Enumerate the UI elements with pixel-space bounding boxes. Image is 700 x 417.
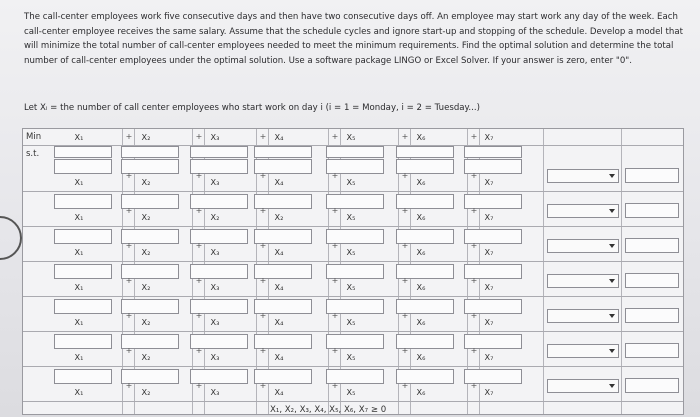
plus-sign: + — [401, 311, 409, 320]
plus-sign: + — [125, 346, 133, 355]
constraint-var-label: X₂ — [141, 282, 151, 292]
row-divider — [23, 226, 683, 227]
constraint-var-label: X₆ — [416, 387, 426, 397]
constraint-var-label: X₁ — [74, 212, 84, 222]
constraint-var-label: X₄ — [274, 387, 284, 397]
constraint-var-label: X₂ — [141, 387, 151, 397]
constraint-var-label: X₂ — [141, 247, 151, 257]
constraint-var-label: X₁ — [74, 177, 84, 187]
plus-sign: + — [470, 171, 478, 180]
chevron-down-icon — [609, 314, 615, 318]
constraint-var-label: X₇ — [484, 282, 494, 292]
objective-var-label: X₇ — [484, 132, 494, 142]
plus-sign: + — [331, 311, 339, 320]
plus-sign: + — [195, 346, 203, 355]
constraint-var-label: X₇ — [484, 177, 494, 187]
constraint-var-label: X₆ — [416, 212, 426, 222]
plus-sign: + — [259, 276, 267, 285]
plus-sign: + — [125, 311, 133, 320]
chevron-down-icon — [609, 209, 615, 213]
plus-sign: + — [331, 346, 339, 355]
objective-var-label: X₁ — [74, 132, 84, 142]
constraint-var-label: X₅ — [346, 317, 356, 327]
rhs-input[interactable] — [625, 308, 679, 323]
rhs-input[interactable] — [625, 273, 679, 288]
constraint-var-label: X₄ — [274, 177, 284, 187]
row-divider — [23, 261, 683, 262]
objective-var-label: X₅ — [346, 132, 356, 142]
constraint-var-label: X₂ — [141, 317, 151, 327]
constraint-var-label: X₃ — [210, 177, 220, 187]
objective-coefficient-input[interactable] — [54, 146, 112, 158]
plus-sign: + — [195, 206, 203, 215]
objective-coefficient-input[interactable] — [396, 146, 454, 158]
rhs-input[interactable] — [625, 378, 679, 393]
plus-sign: + — [125, 381, 133, 390]
row-divider — [23, 331, 683, 332]
plus-sign: + — [331, 206, 339, 215]
constraint-var-label: X₇ — [484, 212, 494, 222]
plus-sign: + — [125, 132, 133, 141]
constraint-var-label: X₅ — [346, 247, 356, 257]
plus-sign: + — [470, 241, 478, 250]
plus-sign: + — [195, 381, 203, 390]
objective-coefficient-input[interactable] — [464, 146, 522, 158]
constraint-var-label: X₇ — [484, 317, 494, 327]
constraint-var-label: X₇ — [484, 352, 494, 362]
column-divider — [543, 129, 544, 414]
constraint-var-label: X₅ — [346, 177, 356, 187]
plus-sign: + — [331, 132, 339, 141]
plus-sign: + — [259, 241, 267, 250]
plus-sign: + — [125, 206, 133, 215]
constraint-var-label: X₅ — [346, 212, 356, 222]
plus-sign: + — [259, 132, 267, 141]
relation-dropdown[interactable] — [547, 169, 619, 183]
plus-sign: + — [259, 346, 267, 355]
plus-sign: + — [331, 276, 339, 285]
constraint-var-label: X₄ — [274, 317, 284, 327]
constraint-var-label: X₁ — [74, 387, 84, 397]
constraint-var-label: X₂ — [141, 352, 151, 362]
coefficient-input[interactable] — [54, 369, 112, 384]
plus-sign: + — [401, 346, 409, 355]
plus-sign: + — [470, 276, 478, 285]
plus-sign: + — [401, 381, 409, 390]
row-divider — [23, 401, 683, 402]
relation-dropdown[interactable] — [547, 274, 619, 288]
constraint-var-label: X₂ — [274, 212, 284, 222]
constraint-var-label: X₅ — [346, 352, 356, 362]
constraint-var-label: X₆ — [416, 352, 426, 362]
plus-sign: + — [125, 241, 133, 250]
objective-coefficient-input[interactable] — [254, 146, 312, 158]
plus-sign: + — [401, 171, 409, 180]
objective-var-label: X₂ — [141, 132, 151, 142]
coefficient-input[interactable] — [54, 299, 112, 314]
plus-sign: + — [125, 171, 133, 180]
objective-coefficient-input[interactable] — [326, 146, 384, 158]
plus-sign: + — [401, 206, 409, 215]
row-divider — [23, 366, 683, 367]
objective-var-label: X₃ — [210, 132, 220, 142]
coefficient-input[interactable] — [54, 334, 112, 349]
relation-dropdown[interactable] — [547, 379, 619, 393]
variable-definition: Let Xᵢ = the number of call center employees who start work on day i (i = 1 = Monday, i = 2 = Tuesday...) — [24, 103, 480, 113]
problem-statement: The call-center employees work five consecutive days and then have two consecutive days off. An employee may start work any day of the week. Each call-center employee receives the same salary. Assume that the schedule cycles and ignore start-up and stopping of the schedule. Develop a model that will minimize the total number of call-center employees needed to meet the minimum requirements. Find the optimal solution and determine the total number of call-center employees under the optimal solution. Use a software package LINGO or Excel Solver. If your answer is zero, enter "0". — [24, 12, 683, 66]
objective-var-label: X₄ — [274, 132, 284, 142]
constraint-var-label: X₆ — [416, 247, 426, 257]
objective-coefficient-input[interactable] — [190, 146, 248, 158]
rhs-input[interactable] — [625, 238, 679, 253]
plus-sign: + — [195, 132, 203, 141]
plus-sign: + — [401, 241, 409, 250]
objective-coefficient-input[interactable] — [121, 146, 179, 158]
constraint-var-label: X₃ — [210, 282, 220, 292]
nonnegativity-constraint: X₁, X₂, X₃, X₄, X₅, X₆, X₇ ≥ 0 — [270, 405, 387, 415]
constraint-var-label: X₂ — [210, 212, 220, 222]
rhs-input[interactable] — [625, 168, 679, 183]
objective-var-label: X₆ — [416, 132, 426, 142]
plus-sign: + — [470, 381, 478, 390]
constraint-var-label: X₄ — [274, 247, 284, 257]
constraint-var-label: X₃ — [210, 247, 220, 257]
column-divider — [621, 129, 622, 414]
plus-sign: + — [195, 241, 203, 250]
coefficient-input[interactable] — [54, 159, 112, 174]
constraint-var-label: X₇ — [484, 247, 494, 257]
constraint-var-label: X₂ — [141, 177, 151, 187]
constraint-var-label: X₃ — [210, 352, 220, 362]
plus-sign: + — [331, 241, 339, 250]
plus-sign: + — [259, 171, 267, 180]
plus-sign: + — [470, 311, 478, 320]
constraint-var-label: X₅ — [346, 387, 356, 397]
chevron-down-icon — [609, 174, 615, 178]
row-divider — [23, 296, 683, 297]
constraint-var-label: X₆ — [416, 282, 426, 292]
chevron-down-icon — [609, 349, 615, 353]
plus-sign: + — [470, 206, 478, 215]
constraint-var-label: X₇ — [484, 387, 494, 397]
constraint-var-label: X₆ — [416, 177, 426, 187]
plus-sign: + — [259, 311, 267, 320]
relation-dropdown[interactable] — [547, 309, 619, 323]
lp-model-grid — [22, 128, 684, 415]
rhs-input[interactable] — [625, 343, 679, 358]
relation-dropdown[interactable] — [547, 204, 619, 218]
plus-sign: + — [259, 381, 267, 390]
st-label: s.t. — [26, 149, 40, 159]
constraint-var-label: X₂ — [141, 212, 151, 222]
coefficient-input[interactable] — [54, 264, 112, 279]
plus-sign: + — [401, 132, 409, 141]
plus-sign: + — [331, 171, 339, 180]
relation-dropdown[interactable] — [547, 344, 619, 358]
plus-sign: + — [470, 132, 478, 141]
constraint-var-label: X₃ — [210, 387, 220, 397]
constraint-var-label: X₁ — [74, 282, 84, 292]
constraint-var-label: X₁ — [74, 317, 84, 327]
coefficient-input[interactable] — [54, 194, 112, 209]
row-divider — [23, 191, 683, 192]
chevron-down-icon — [609, 384, 615, 388]
chevron-down-icon — [609, 244, 615, 248]
constraint-var-label: X₅ — [346, 282, 356, 292]
constraint-var-label: X₁ — [74, 352, 84, 362]
relation-dropdown[interactable] — [547, 239, 619, 253]
plus-sign: + — [195, 276, 203, 285]
plus-sign: + — [125, 276, 133, 285]
constraint-var-label: X₄ — [274, 282, 284, 292]
coefficient-input[interactable] — [54, 229, 112, 244]
constraint-var-label: X₃ — [210, 317, 220, 327]
plus-sign: + — [331, 381, 339, 390]
rhs-input[interactable] — [625, 203, 679, 218]
constraint-var-label: X₄ — [274, 352, 284, 362]
circle-icon — [0, 216, 22, 260]
constraint-var-label: X₆ — [416, 317, 426, 327]
plus-sign: + — [401, 276, 409, 285]
constraint-var-label: X₁ — [74, 247, 84, 257]
plus-sign: + — [195, 171, 203, 180]
min-label: Min — [26, 132, 42, 142]
chevron-down-icon — [609, 279, 615, 283]
plus-sign: + — [259, 206, 267, 215]
plus-sign: + — [470, 346, 478, 355]
plus-sign: + — [195, 311, 203, 320]
